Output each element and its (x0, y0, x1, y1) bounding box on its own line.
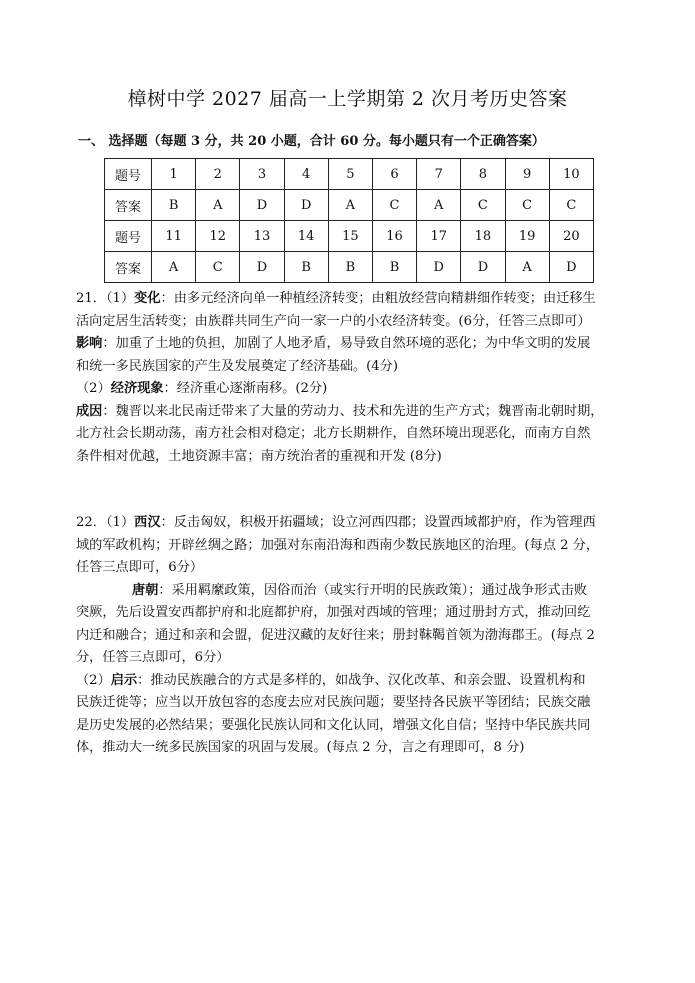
answer-cell: D (549, 252, 593, 283)
answer-text: ：魏晋以来北民南迁带来了大量的劳动力、技术和先进的生产方式；魏晋南北朝时期， (102, 403, 604, 419)
text-line (76, 670, 624, 693)
text-line (76, 288, 624, 311)
keyword-tang-dynasty: 唐朝 (132, 582, 159, 598)
table-row-answers-1 (105, 190, 594, 221)
answer-cell: D (284, 190, 328, 221)
answer-text: ：由多元经济向单一种植经济转变；由粗放经营向精耕细作转变；由迁移生 (160, 291, 596, 306)
answer-cell: C (372, 190, 416, 221)
question-number-cell: 18 (461, 221, 505, 252)
question-number-cell: 12 (196, 221, 240, 252)
question-number: 21．（1） (76, 291, 135, 306)
question-22-answer (76, 512, 624, 760)
text-line: 内迁和融合；通过和亲和会盟，促进汉藏的友好往来；册封靺鞨首领为渤海郡王。(每点 2 (76, 627, 595, 643)
text-line (76, 401, 624, 424)
question-number: 22．（1） (76, 515, 135, 530)
question-21-answer (76, 288, 624, 468)
question-number-cell: 9 (505, 159, 549, 190)
answer-cell: D (240, 252, 284, 283)
sub-question-number: （2） (76, 672, 111, 688)
answer-cell: B (328, 252, 372, 283)
text-line (76, 512, 624, 535)
keyword-change: 变化 (134, 291, 161, 306)
text-line: 任答三点即可，6分） (76, 560, 204, 575)
question-number-cell: 8 (461, 159, 505, 190)
text-line: 条件相对优越，土地资源丰富；南方统治者的重视和开发 (8分) (76, 448, 442, 464)
answer-cell: A (152, 252, 196, 283)
answer-text: ：采用羁縻政策，因俗而治（或实行开明的民族政策）；通过战争形式击败 (158, 582, 587, 598)
question-number-cell: 3 (240, 159, 284, 190)
question-number-cell: 15 (328, 221, 372, 252)
answer-text: ：经济重心逐渐南移。(2分) (163, 381, 328, 396)
answer-cell: A (417, 190, 461, 221)
text-line: 突厥，先后设置安西都护府和北庭都护府，加强对西域的管理；通过册封方式，推动回纥 (76, 605, 591, 620)
row-label-answer: 答案 (105, 252, 152, 283)
question-number-cell: 6 (372, 159, 416, 190)
keyword-impact: 影响 (76, 336, 103, 351)
text-line: 域的军政机构；开辟丝绸之路；加强对东南沿海和西南少数民族地区的治理。(每点 2 分， (76, 537, 600, 553)
keyword-enlightenment: 启示 (110, 672, 138, 688)
answer-text: ：反击匈奴，积极开拓疆域；设立河西四郡；设置西域都护府，作为管理西 (160, 515, 596, 530)
answer-cell: C (549, 190, 593, 221)
text-line: 和统一多民族国家的产生及发展奠定了经济基础。(4分) (76, 358, 398, 374)
answer-cell: B (372, 252, 416, 283)
question-number-cell: 17 (417, 221, 461, 252)
question-number-cell: 16 (372, 221, 416, 252)
answer-cell: C (505, 190, 549, 221)
table-row-numbers-2 (105, 221, 594, 252)
page-title: 樟树中学 2027 届高一上学期第 2 次月考历史答案 (127, 88, 568, 110)
question-number-cell: 7 (417, 159, 461, 190)
row-label-answer: 答案 (105, 190, 152, 221)
text-line: 体，推动大一统多民族国家的巩固与发展。(每点 2 分，言之有理即可，8 分) (76, 740, 525, 755)
section-heading-multiple-choice: 一、 选择题（每题 3 分，共 20 小题，合计 60 分。每小题只有一个正确答案） (78, 134, 545, 149)
question-number-cell: 19 (505, 221, 549, 252)
answer-cell: B (284, 252, 328, 283)
keyword-cause: 成因 (76, 403, 103, 419)
answer-cell: C (461, 190, 505, 221)
text-line: 活向定居生活转变；由族群共同生产向一家一户的小农经济转变。(6分，任答三点即可） (76, 313, 591, 329)
question-number-cell: 2 (196, 159, 240, 190)
sub-question-number: （2） (76, 381, 111, 396)
answer-cell: A (328, 190, 372, 221)
answer-cell: A (196, 190, 240, 221)
answer-cell: B (152, 190, 196, 221)
table-row-answers-2 (105, 252, 594, 283)
answer-cell: C (196, 252, 240, 283)
question-number-cell: 10 (549, 159, 593, 190)
row-label-question-number: 题号 (105, 221, 152, 252)
question-number-cell: 1 (152, 159, 196, 190)
answer-text: ：加重了土地的负担，加剧了人地矛盾，易导致自然环境的恶化；为中华文明的发展 (102, 336, 591, 351)
text-line: 北方社会长期动荡，南方社会相对稳定；北方长期耕作，自然环境出现恶化，而南方自然 (76, 426, 591, 441)
question-number-cell: 13 (240, 221, 284, 252)
answer-text: ：推动民族融合的方式是多样的，如战争、汉化改革、和亲会盟、设置机构和 (137, 672, 586, 688)
text-line: 是历史发展的必然结果；要强化民族认同和文化认同，增强文化自信；坚持中华民族共同 (76, 717, 591, 733)
text-line: 分，任答三点即可，6分） (76, 650, 230, 665)
table-row-numbers-1 (105, 159, 594, 190)
answer-cell: D (417, 252, 461, 283)
answer-cell: D (240, 190, 284, 221)
question-number-cell: 5 (328, 159, 372, 190)
text-line (76, 333, 624, 356)
keyword-economic-phenomenon: 经济现象 (110, 381, 164, 396)
question-number-cell: 20 (549, 221, 593, 252)
text-line: 民族迁徙等；应当以开放包容的态度去应对民族问题；要坚持各民族平等团结；民族交融 (76, 695, 591, 710)
question-number-cell: 4 (284, 159, 328, 190)
keyword-western-han: 西汉 (134, 515, 161, 530)
question-number-cell: 14 (284, 221, 328, 252)
question-number-cell: 11 (152, 221, 196, 252)
answer-cell: D (461, 252, 505, 283)
text-line (76, 378, 624, 401)
answer-table (104, 158, 594, 283)
text-line (76, 580, 624, 603)
row-label-question-number: 题号 (105, 159, 152, 190)
answer-cell: A (505, 252, 549, 283)
